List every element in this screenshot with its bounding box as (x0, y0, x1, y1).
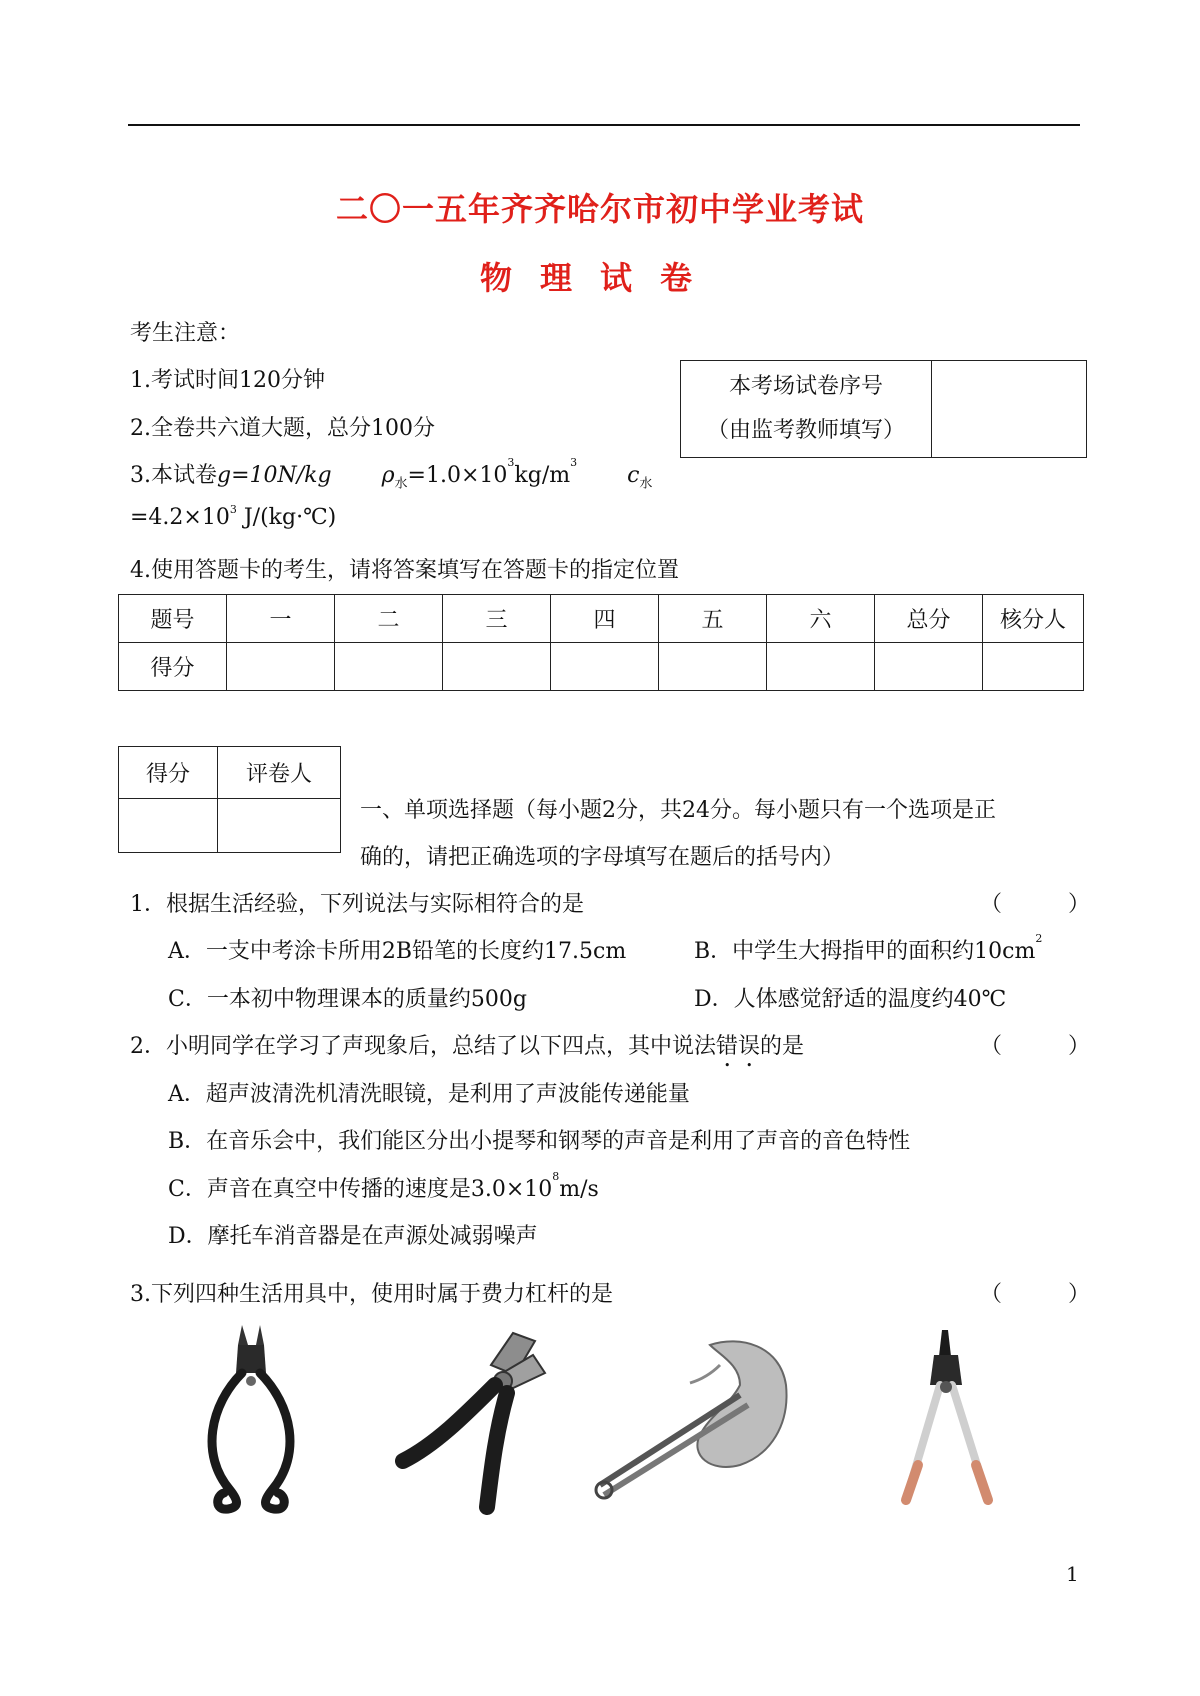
question-1-option-d: D．人体感觉舒适的温度约40℃ (694, 987, 1007, 1012)
exam-title: 二〇一五年齐齐哈尔市初中学业考试 (335, 190, 864, 228)
question-2-answer-blank[interactable]: （ ） (980, 1034, 1091, 1059)
score-cell[interactable] (335, 643, 443, 691)
notice-item-3: 3.本试卷g=10N/kg $\rho_水=1.0\times 10^3kg/m^3$ $c_水$ (130, 456, 653, 492)
tin-snips-image (170, 1325, 330, 1515)
score-table-row-label: 得分 (119, 643, 227, 691)
question-2-emphasis: 错误 (716, 1034, 761, 1059)
header-rule (128, 124, 1080, 126)
question-1-option-c: C．一本初中物理课本的质量约500g (168, 987, 527, 1012)
score-col-3: 三 (443, 595, 551, 643)
notice-item-4: 4.使用答题卡的考生，请将答案填写在答题卡的指定位置 (130, 558, 679, 583)
score-col-5: 五 (659, 595, 767, 643)
question-1-stem: 1．根据生活经验，下列说法与实际相符合的是 (130, 892, 584, 917)
score-cell[interactable] (227, 643, 335, 691)
score-cell[interactable] (551, 643, 659, 691)
pliers-image (395, 1325, 555, 1515)
score-table (118, 594, 1084, 691)
score-cell[interactable] (875, 643, 983, 691)
exam-subtitle: 物理试卷 (479, 259, 720, 297)
question-2-option-a: A．超声波清洗机清洗眼镜，是利用了声波能传递能量 (168, 1082, 690, 1107)
score-col-total: 总分 (875, 595, 983, 643)
question-1-answer-blank[interactable]: （ ） (980, 892, 1091, 917)
score-col-checker: 核分人 (983, 595, 1084, 643)
notice-item-1: 1.考试时间120分钟 (130, 368, 325, 393)
score-table-header-label: 题号 (119, 595, 227, 643)
tweezers-image (590, 1325, 790, 1515)
section-grader-box (118, 746, 341, 853)
score-col-6: 六 (767, 595, 875, 643)
question-3-answer-blank[interactable]: （ ） (980, 1282, 1091, 1307)
score-col-4: 四 (551, 595, 659, 643)
grader-score-field[interactable] (119, 799, 218, 853)
seat-number-field[interactable] (932, 361, 1087, 458)
section1-heading-line1: 一、单项选择题（每小题2分，共24分。每小题只有一个选项是正 (360, 798, 996, 823)
question-2-stem: 2．小明同学在学习了声现象后，总结了以下四点，其中说法错误的是 (130, 1034, 805, 1059)
question-2-option-d: D．摩托车消音器是在声源处减弱噪声 (168, 1224, 538, 1249)
section1-heading-line2: 确的，请把正确选项的字母填写在题后的括号内） (360, 845, 845, 870)
score-cell[interactable] (443, 643, 551, 691)
question-2-option-b: B．在音乐会中，我们能区分出小提琴和钢琴的声音是利用了声音的音色特性 (168, 1129, 911, 1154)
branch-cutters-image (870, 1325, 1020, 1515)
page-number: 1 (1066, 1562, 1079, 1586)
question-1-option-b: B．中学生大拇指甲的面积约$10cm^2$ (694, 932, 1043, 964)
grader-name-field[interactable] (218, 799, 341, 853)
grader-score-label: 得分 (119, 747, 218, 799)
score-col-1: 一 (227, 595, 335, 643)
question-2-option-c: C．声音在真空中传播的速度是$3.0\times 10^8m/s$ (168, 1170, 599, 1202)
question-3-stem: 3.下列四种生活用具中，使用时属于费力杠杆的是 (130, 1282, 613, 1307)
notice-heading: 考生注意： (130, 321, 241, 346)
score-cell[interactable] (983, 643, 1084, 691)
notice-item-2: 2.全卷共六道大题，总分100分 (130, 416, 435, 441)
score-col-2: 二 (335, 595, 443, 643)
score-cell[interactable] (767, 643, 875, 691)
grader-name-label: 评卷人 (218, 747, 341, 799)
seat-number-box (680, 360, 1087, 458)
score-cell[interactable] (659, 643, 767, 691)
notice-item-3-cont: $=4.2\times 10^3$ J/(kg·℃) (130, 503, 337, 530)
seat-number-label: 本考场试卷序号 （由监考教师填写） (681, 361, 932, 458)
question-1-option-a: A．一支中考涂卡所用2B铅笔的长度约17.5cm (168, 939, 627, 964)
